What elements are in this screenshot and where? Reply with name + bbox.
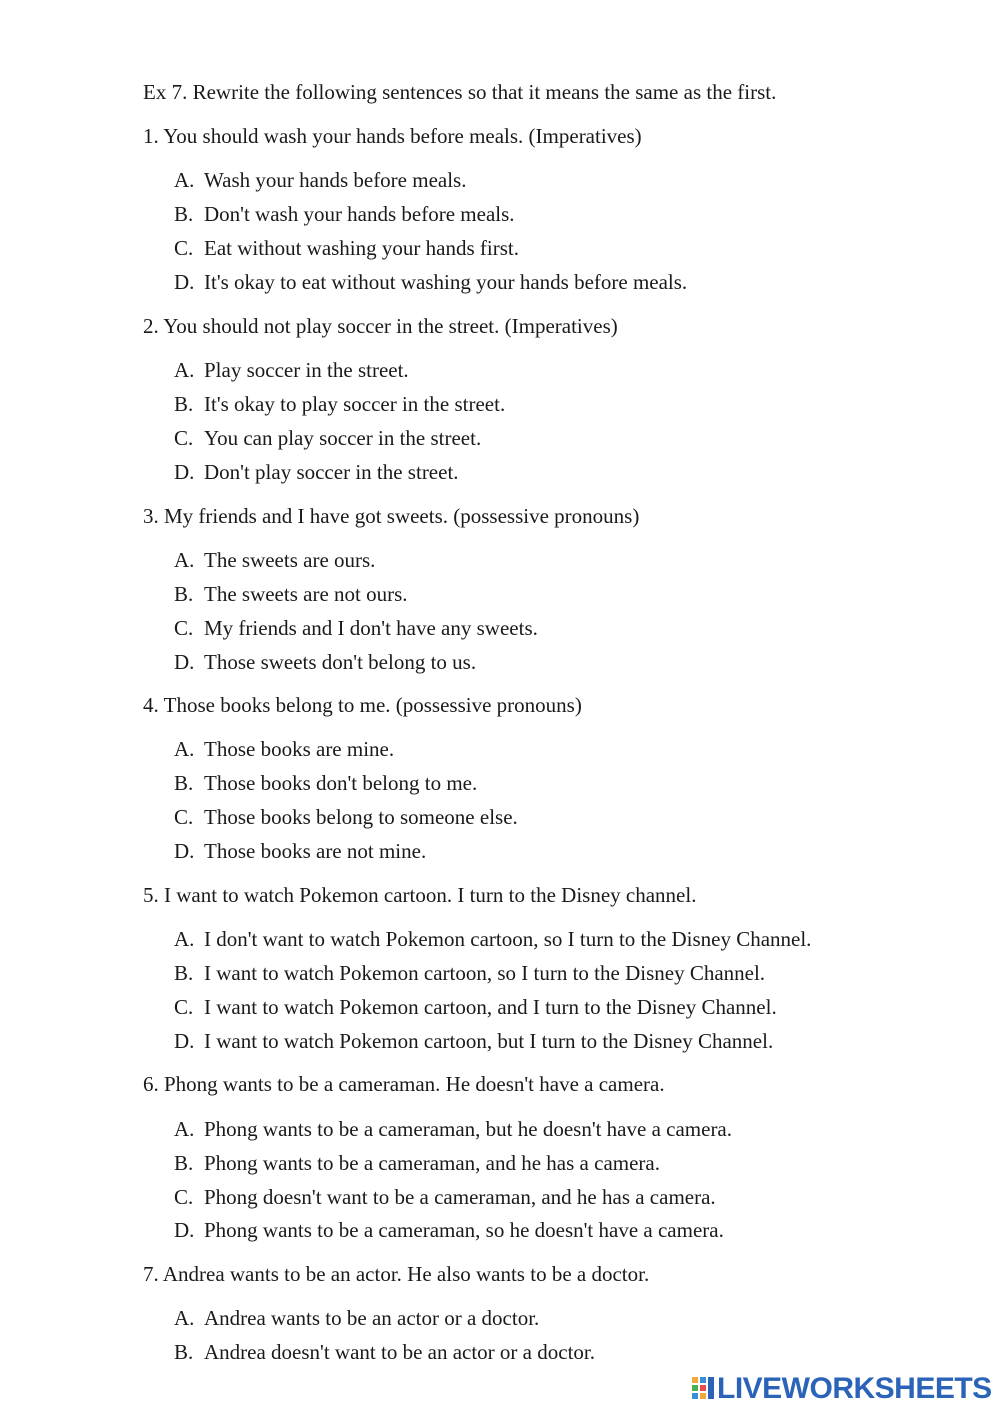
- answer-option[interactable]: [174, 168, 466, 193]
- option-letter: B.: [174, 771, 194, 795]
- option-letter: A.: [174, 737, 195, 761]
- option-text: I want to watch Pokemon cartoon, and I turn to the Disney Channel.: [204, 995, 777, 1019]
- answer-option[interactable]: [174, 1151, 660, 1176]
- answer-option[interactable]: [174, 460, 459, 485]
- option-text: I want to watch Pokemon cartoon, so I turn to the Disney Channel.: [204, 961, 766, 985]
- answer-option[interactable]: [174, 548, 375, 573]
- option-text: I want to watch Pokemon cartoon, but I turn to the Disney Channel.: [204, 1029, 774, 1053]
- option-letter: C.: [174, 426, 194, 450]
- option-text: Phong doesn't want to be a cameraman, and he has a camera.: [204, 1185, 716, 1209]
- option-text: You can play soccer in the street.: [204, 426, 482, 450]
- answer-option[interactable]: [174, 737, 394, 762]
- question-prompt: 1. You should wash your hands before meals. (Imperatives): [143, 124, 642, 148]
- answer-option[interactable]: [174, 202, 515, 227]
- option-letter: A.: [174, 1117, 195, 1141]
- answer-option[interactable]: [174, 358, 409, 383]
- option-letter: A.: [174, 168, 195, 192]
- option-text: Those sweets don't belong to us.: [204, 650, 477, 674]
- option-text: Phong wants to be a cameraman, so he doesn't have a camera.: [204, 1218, 724, 1242]
- liveworksheets-brand[interactable]: [691, 1372, 992, 1406]
- question-prompt: 7. Andrea wants to be an actor. He also wants to be a doctor.: [143, 1262, 650, 1286]
- answer-option[interactable]: [174, 771, 477, 796]
- answer-option[interactable]: [174, 805, 518, 830]
- question-prompt: 6. Phong wants to be a cameraman. He doesn't have a camera.: [143, 1072, 665, 1096]
- option-text: My friends and I don't have any sweets.: [204, 616, 538, 640]
- answer-option[interactable]: [174, 270, 687, 295]
- option-letter: C.: [174, 236, 194, 260]
- question-prompt: 4. Those books belong to me. (possessive pronouns): [143, 693, 582, 717]
- option-letter: A.: [174, 548, 195, 572]
- answer-option[interactable]: [174, 927, 811, 952]
- option-text: The sweets are ours.: [204, 548, 376, 572]
- option-letter: B.: [174, 582, 194, 606]
- question-prompt: 2. You should not play soccer in the street. (Imperatives): [143, 314, 618, 338]
- option-text: Phong wants to be a cameraman, and he has a camera.: [204, 1151, 660, 1175]
- option-letter: B.: [174, 1340, 194, 1364]
- answer-option[interactable]: [174, 1306, 539, 1331]
- liveworksheets-logo-icon: [691, 1375, 715, 1403]
- option-text: I don't want to watch Pokemon cartoon, so I turn to the Disney Channel.: [204, 927, 812, 951]
- answer-option[interactable]: [174, 1029, 773, 1054]
- option-text: Eat without washing your hands first.: [204, 236, 519, 260]
- option-text: It's okay to play soccer in the street.: [204, 392, 506, 416]
- option-letter: D.: [174, 1029, 195, 1053]
- option-text: It's okay to eat without washing your hands before meals.: [204, 270, 688, 294]
- option-text: Those books are mine.: [204, 737, 395, 761]
- option-text: Play soccer in the street.: [204, 358, 409, 382]
- answer-option[interactable]: [174, 1117, 732, 1142]
- option-text: Phong wants to be a cameraman, but he doesn't have a camera.: [204, 1117, 733, 1141]
- option-letter: C.: [174, 805, 194, 829]
- option-text: Those books are not mine.: [204, 839, 427, 863]
- answer-option[interactable]: [174, 995, 777, 1020]
- option-letter: C.: [174, 1185, 194, 1209]
- option-text: Andrea doesn't want to be an actor or a doctor.: [204, 1340, 595, 1364]
- option-letter: A.: [174, 927, 195, 951]
- answer-option[interactable]: [174, 582, 408, 607]
- option-text: Those books belong to someone else.: [204, 805, 518, 829]
- option-text: Don't wash your hands before meals.: [204, 202, 515, 226]
- option-letter: D.: [174, 270, 195, 294]
- option-letter: B.: [174, 1151, 194, 1175]
- option-letter: B.: [174, 202, 194, 226]
- option-letter: A.: [174, 1306, 195, 1330]
- option-text: Those books don't belong to me.: [204, 771, 478, 795]
- option-letter: D.: [174, 460, 195, 484]
- option-text: Wash your hands before meals.: [204, 168, 467, 192]
- option-text: The sweets are not ours.: [204, 582, 408, 606]
- option-letter: D.: [174, 650, 195, 674]
- option-letter: A.: [174, 358, 195, 382]
- option-letter: D.: [174, 839, 195, 863]
- option-text: Andrea wants to be an actor or a doctor.: [204, 1306, 540, 1330]
- answer-option[interactable]: [174, 1185, 716, 1210]
- option-letter: B.: [174, 961, 194, 985]
- exercise-title: Ex 7. Rewrite the following sentences so that it means the same as the first.: [143, 80, 777, 104]
- answer-option[interactable]: [174, 961, 765, 986]
- option-letter: C.: [174, 616, 194, 640]
- answer-option[interactable]: [174, 650, 476, 675]
- answer-option[interactable]: [174, 1340, 595, 1365]
- question-prompt: 3. My friends and I have got sweets. (possessive pronouns): [143, 504, 640, 528]
- answer-option[interactable]: [174, 426, 481, 451]
- answer-option[interactable]: [174, 839, 426, 864]
- question-prompt: 5. I want to watch Pokemon cartoon. I turn to the Disney channel.: [143, 883, 697, 907]
- answer-option[interactable]: [174, 392, 505, 417]
- answer-option[interactable]: [174, 236, 519, 261]
- option-letter: C.: [174, 995, 194, 1019]
- answer-option[interactable]: [174, 1218, 724, 1243]
- answer-option[interactable]: [174, 616, 538, 641]
- option-text: Don't play soccer in the street.: [204, 460, 459, 484]
- option-letter: B.: [174, 392, 194, 416]
- brand-name: LIVEWORKSHEETS: [717, 1372, 992, 1405]
- option-letter: D.: [174, 1218, 195, 1242]
